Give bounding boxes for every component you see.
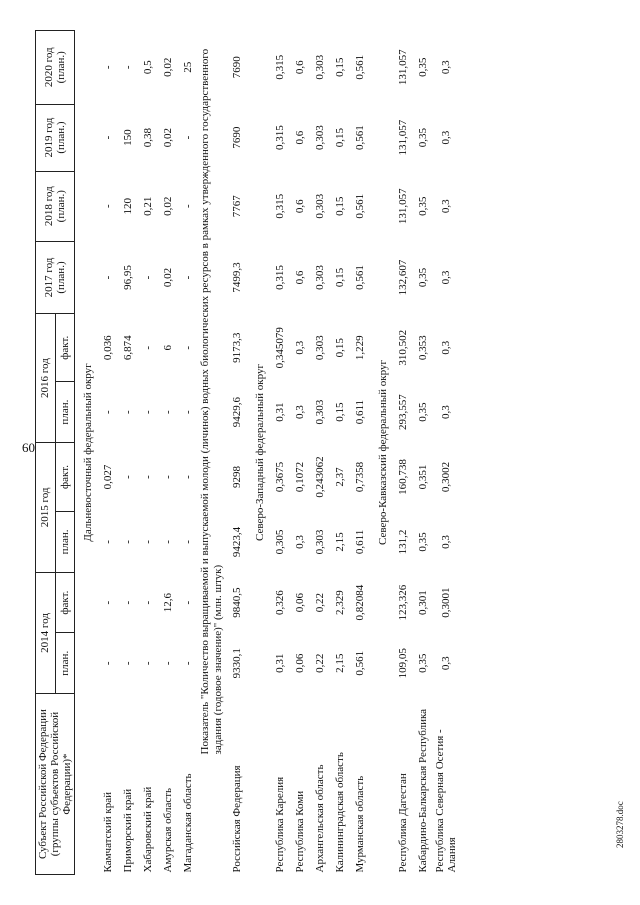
table-cell: 0,561 bbox=[353, 265, 366, 290]
table-cell: 0,027 bbox=[102, 464, 115, 490]
table-cell: - bbox=[142, 475, 155, 479]
table-cell: - bbox=[102, 540, 115, 544]
table-row bbox=[393, 31, 413, 875]
table-cell: 150 bbox=[122, 129, 135, 146]
table-cell: 2,15 bbox=[333, 532, 346, 552]
table-cell: 6 bbox=[162, 344, 175, 351]
table-cell: 0,3 bbox=[439, 130, 452, 145]
row-subject-name: Республика Карелия bbox=[273, 776, 286, 873]
table-cell: 0,611 bbox=[353, 529, 366, 555]
table-cell: 0,35 bbox=[416, 57, 429, 77]
table-cell: - bbox=[182, 540, 195, 544]
table-row bbox=[413, 31, 433, 875]
table-cell: - bbox=[122, 65, 135, 70]
table-row bbox=[118, 31, 138, 875]
table-cell: 25 bbox=[182, 61, 195, 73]
table-cell: 2,37 bbox=[333, 467, 346, 487]
table-cell: 0,3002 bbox=[439, 461, 452, 493]
table-cell: 293,557 bbox=[396, 394, 409, 430]
table-cell: - bbox=[182, 410, 195, 414]
table-cell: 131,2 bbox=[396, 529, 409, 555]
data-table bbox=[35, 30, 459, 875]
table-cell: 0,303 bbox=[313, 335, 326, 361]
table-cell: - bbox=[122, 475, 135, 479]
table-cell: 0,35 bbox=[416, 196, 429, 216]
indicator-text: Показатель "Количество выращиваемой и выпускаемой молоди (личинок) водных биологических ресурсов в рамках утвержденного государственного задания (годовое значение)" (млн. штук) bbox=[199, 48, 225, 755]
table-cell: - bbox=[182, 661, 195, 666]
table-cell: 131,057 bbox=[396, 119, 409, 156]
header-2018: 2018 год (план.) bbox=[36, 171, 75, 241]
table-cell: 0,02 bbox=[162, 267, 175, 288]
table-cell: 0,15 bbox=[333, 402, 346, 422]
table-cell: 0,31 bbox=[273, 402, 286, 422]
table-cell: - bbox=[142, 600, 155, 605]
table-cell: 0,315 bbox=[273, 125, 286, 150]
table-cell: 0,02 bbox=[162, 57, 175, 77]
row-subject-name: Амурская область bbox=[162, 787, 175, 873]
table-cell: 0,15 bbox=[333, 196, 346, 216]
table-cell: 0,35 bbox=[416, 532, 429, 552]
row-subject-name: Кабардино-Балкарская Республика bbox=[416, 708, 429, 873]
table-row bbox=[227, 31, 247, 875]
table-cell: - bbox=[102, 65, 115, 70]
table-cell: - bbox=[122, 540, 135, 544]
section-row bbox=[370, 31, 393, 875]
table-cell: 0,6 bbox=[293, 130, 306, 145]
table-cell: 0,561 bbox=[353, 54, 366, 80]
table-cell: - bbox=[182, 204, 195, 209]
section-row bbox=[75, 31, 99, 875]
table-cell: 0,303 bbox=[313, 399, 326, 425]
header-2019: 2019 год (план.) bbox=[36, 104, 75, 171]
table-cell: - bbox=[162, 540, 175, 544]
table-cell: 7499,3 bbox=[230, 262, 243, 293]
row-subject-name: Республика Северная Осетия - Алания bbox=[433, 729, 458, 873]
table-cell: 131,057 bbox=[396, 49, 409, 86]
table-cell: 0,35 bbox=[416, 127, 429, 148]
table-cell: 0,31 bbox=[273, 653, 286, 673]
header-plan: план. bbox=[55, 512, 75, 573]
section-title: Северо-Кавказский федеральный округ bbox=[376, 360, 389, 545]
table-cell: 0,6 bbox=[293, 270, 306, 285]
table-cell: 9423,4 bbox=[230, 526, 243, 558]
table-cell: 0,561 bbox=[353, 650, 366, 676]
table-cell: - bbox=[162, 410, 175, 414]
table-cell: - bbox=[162, 475, 175, 479]
row-subject-name: Приморский край bbox=[122, 788, 135, 873]
table-cell: 132,607 bbox=[396, 259, 409, 296]
table-cell: 9330,1 bbox=[230, 648, 243, 679]
table-cell: 0,326 bbox=[273, 590, 286, 615]
table-cell: 0,351 bbox=[416, 464, 429, 490]
table-cell: 0,3 bbox=[293, 535, 306, 549]
page-number: 60 bbox=[22, 440, 35, 455]
table-row bbox=[310, 31, 330, 875]
table-cell: 0,305 bbox=[273, 529, 286, 555]
header-2020: 2020 год (план.) bbox=[36, 31, 75, 105]
table-cell: 0,5 bbox=[142, 60, 155, 75]
table-row bbox=[178, 31, 198, 875]
table-row bbox=[350, 31, 370, 875]
row-subject-name: Российская Федерация bbox=[230, 765, 243, 873]
table-cell: 0,1072 bbox=[293, 461, 306, 493]
table-cell: 1,229 bbox=[353, 335, 366, 361]
table-cell: 0,303 bbox=[313, 193, 326, 219]
table-cell: 0,3 bbox=[439, 405, 452, 419]
table-cell: - bbox=[122, 661, 135, 666]
table-cell: 0,7358 bbox=[353, 461, 366, 493]
section-title: Северо-Западный федеральный округ bbox=[253, 364, 266, 542]
table-cell: 0,303 bbox=[313, 125, 326, 150]
table-cell: - bbox=[102, 204, 115, 209]
table-cell: 0,303 bbox=[313, 529, 326, 555]
table-cell: - bbox=[102, 135, 115, 140]
header-fact: факт. bbox=[55, 314, 75, 382]
table-cell: 0,036 bbox=[102, 335, 115, 361]
table-cell: 12,6 bbox=[162, 592, 175, 613]
table-cell: 96,95 bbox=[122, 265, 135, 290]
table-row bbox=[98, 31, 118, 875]
table-cell: 0,3 bbox=[439, 60, 452, 75]
table-cell: 0,22 bbox=[313, 653, 326, 673]
table-cell: 0,06 bbox=[293, 653, 306, 673]
table-cell: 0,35 bbox=[416, 267, 429, 288]
table-cell: - bbox=[182, 475, 195, 479]
table-cell: 0,611 bbox=[353, 399, 366, 425]
table-row bbox=[270, 31, 290, 875]
table-cell: - bbox=[182, 135, 195, 140]
table-cell: 7767 bbox=[230, 195, 243, 218]
table-cell: 6,874 bbox=[122, 335, 135, 361]
table-cell: 0,21 bbox=[142, 196, 155, 216]
table-cell: 0,3 bbox=[439, 270, 452, 285]
header-subject: Субъект Российской Федерации (группы субъектов Российской Федерации)* bbox=[36, 694, 75, 875]
table-cell: 109,05 bbox=[396, 648, 409, 679]
header-plan: план. bbox=[55, 382, 75, 443]
rotated-table-container bbox=[35, 30, 605, 875]
table-cell: 9173,3 bbox=[230, 332, 243, 363]
row-subject-name: Хабаровский край bbox=[142, 786, 155, 873]
table-cell: 0,315 bbox=[273, 54, 286, 80]
table-cell: 0,345079 bbox=[273, 327, 286, 369]
table-cell: 310,502 bbox=[396, 329, 409, 366]
table-cell: - bbox=[142, 410, 155, 414]
table-cell: 0,6 bbox=[293, 199, 306, 214]
table-cell: - bbox=[182, 275, 195, 280]
table-cell: - bbox=[102, 410, 115, 414]
table-cell: 0,3 bbox=[293, 405, 306, 419]
table-cell: 0,353 bbox=[416, 335, 429, 361]
row-subject-name: Республика Коми bbox=[293, 790, 306, 873]
row-subject-name: Калининградская область bbox=[333, 752, 346, 873]
section-title: Дальневосточный федеральный округ bbox=[82, 363, 95, 542]
table-row bbox=[158, 31, 178, 875]
header-fact: факт. bbox=[55, 572, 75, 633]
table-cell: 0,3 bbox=[439, 199, 452, 214]
table-cell: 2,329 bbox=[333, 590, 346, 615]
table-cell: 0,561 bbox=[353, 125, 366, 150]
table-cell: 120 bbox=[122, 197, 135, 215]
table-cell: 0,3001 bbox=[439, 587, 452, 618]
table-cell: 7690 bbox=[230, 56, 243, 79]
table-cell: - bbox=[102, 661, 115, 666]
table-cell: - bbox=[122, 410, 135, 414]
header-fact: факт. bbox=[55, 442, 75, 511]
table-cell: - bbox=[102, 275, 115, 280]
table-cell: - bbox=[162, 661, 175, 666]
table-cell: - bbox=[142, 275, 155, 280]
table-cell: - bbox=[182, 345, 195, 350]
table-cell: 0,561 bbox=[353, 193, 366, 219]
table-cell: 0,3 bbox=[439, 656, 452, 671]
table-cell: 0,82084 bbox=[353, 584, 366, 621]
table-cell: 160,738 bbox=[396, 459, 409, 495]
table-row bbox=[290, 31, 310, 875]
row-subject-name: Республика Дагестан bbox=[396, 773, 409, 873]
table-cell: 0,06 bbox=[293, 592, 306, 613]
table-cell: 0,02 bbox=[162, 196, 175, 216]
table-cell: 2,15 bbox=[333, 653, 346, 673]
table-cell: 0,6 bbox=[293, 60, 306, 75]
table-cell: 0,3675 bbox=[273, 461, 286, 493]
table-cell: 0,15 bbox=[333, 57, 346, 77]
row-subject-name: Мурманская область bbox=[353, 775, 366, 873]
table-cell: 0,15 bbox=[333, 267, 346, 288]
section-row bbox=[247, 31, 270, 875]
table-cell: 0,15 bbox=[333, 127, 346, 148]
table-cell: 0,303 bbox=[313, 265, 326, 290]
table-cell: 0,3 bbox=[439, 535, 452, 549]
table-cell: 7690 bbox=[230, 126, 243, 149]
table-cell: - bbox=[142, 540, 155, 544]
table-cell: 0,315 bbox=[273, 265, 286, 290]
table-cell: - bbox=[122, 600, 135, 605]
header-2015: 2015 год bbox=[36, 442, 56, 572]
table-cell: 0,3 bbox=[293, 340, 306, 355]
indicator-row bbox=[198, 31, 226, 875]
table-cell: 9298 bbox=[230, 466, 243, 489]
table-cell: 0,35 bbox=[416, 402, 429, 422]
table-cell: 0,315 bbox=[273, 193, 286, 219]
table-cell: - bbox=[142, 661, 155, 666]
table-cell: 131,057 bbox=[396, 188, 409, 225]
table-cell: 123,326 bbox=[396, 584, 409, 621]
table-cell: 0,301 bbox=[416, 590, 429, 615]
header-2016: 2016 год bbox=[36, 314, 56, 443]
row-subject-name: Магаданская область bbox=[182, 773, 195, 873]
table-cell: 0,15 bbox=[333, 338, 346, 358]
table-row bbox=[433, 31, 459, 875]
table-cell: - bbox=[142, 345, 155, 350]
table-cell: 0,3 bbox=[439, 340, 452, 355]
table-body bbox=[75, 31, 459, 875]
table-cell: 0,22 bbox=[313, 592, 326, 613]
table-cell: 9429,6 bbox=[230, 396, 243, 428]
header-2017: 2017 год (план.) bbox=[36, 241, 75, 313]
table-cell: - bbox=[182, 600, 195, 605]
header-2014: 2014 год bbox=[36, 572, 56, 693]
table-cell: - bbox=[102, 600, 115, 605]
row-subject-name: Архангельская область bbox=[313, 764, 326, 873]
table-row bbox=[330, 31, 350, 875]
table-cell: 9840,5 bbox=[230, 587, 243, 618]
row-subject-name: Камчатский край bbox=[102, 792, 115, 873]
table-cell: 0,38 bbox=[142, 127, 155, 148]
table-cell: 0,35 bbox=[416, 653, 429, 673]
table-cell: 0,243062 bbox=[313, 456, 326, 498]
table-cell: 0,303 bbox=[313, 54, 326, 80]
table-row bbox=[138, 31, 158, 875]
table-cell: 0,02 bbox=[162, 127, 175, 148]
document-reference: 2803278.doc bbox=[615, 801, 625, 848]
header-plan: план. bbox=[55, 633, 75, 694]
